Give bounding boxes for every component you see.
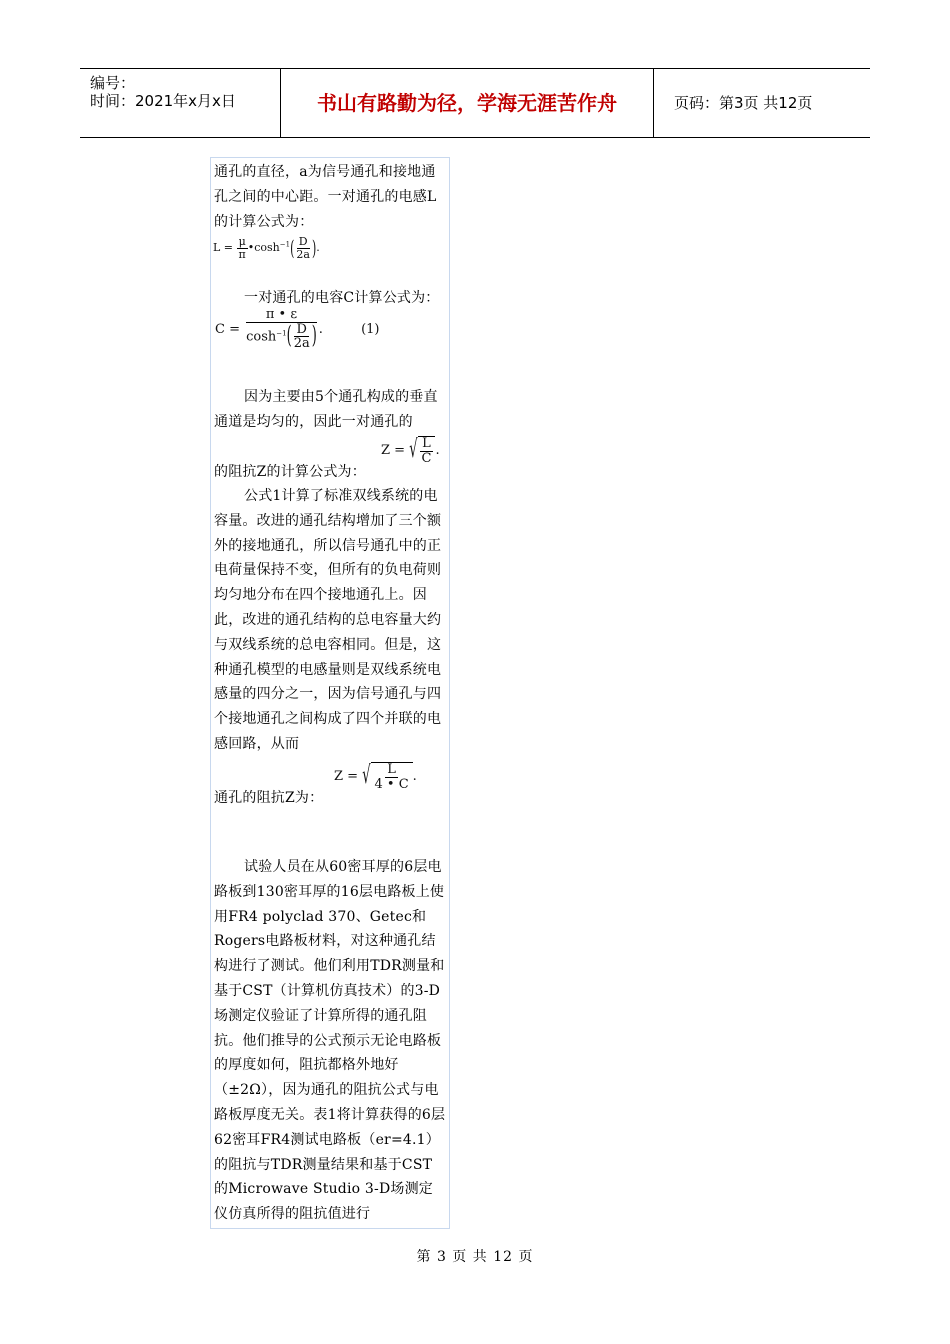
formula-Z1-frac: [420, 437, 434, 465]
sqrt-sign: √: [409, 436, 418, 465]
paragraph-2: 一对通孔的电容C计算公式为：: [244, 290, 440, 306]
header-motto: 书山有路勤为径，学海无涯苦作舟: [281, 69, 654, 137]
paragraph-4: 公式1计算了标准双线系统的电容量。改进的通孔结构增加了三个额外的接地通孔，所以信号通孔中的正电荷量保持不变，但所有的负电荷则均匀地分布在四个接地通孔上。因此，改进的通孔结构的总电容量大约与双线系统的总电容相同。但是，这种通孔模型的电感量则是双线系统电感量的四分之一，因为信号通孔与四个接地通孔之间构成了四个并联的电感回路，从而: [214, 488, 442, 752]
paren-left: (: [286, 321, 292, 351]
paragraph-5: 试验人员在从60密耳厚的6层电路板到130密耳厚的16层电路板上使用FR4 polyclad 370、Getec和Rogers电路板材料，对这种通孔结构进行了测试。他们利用TDR测量和基于CST（计算机仿真技术）的3-D场测定仪验证了计算所得的通孔阻抗。他们推导的公式预示无论电路板的厚度如何，阻抗都格外地好（±2Ω），因为通孔的阻抗公式与电路板厚度无关。表1将计算获得的6层62密耳FR4测试电路板（er=4.1）的阻抗与TDR测量结果和基于CST的Microwave Studio 3-D场测定仪仿真所得的阻抗值进行: [214, 859, 446, 1223]
formula-Z1-sqrt: [418, 436, 436, 465]
equation-number: (1): [361, 321, 380, 337]
paragraph-3: 因为主要由5个通孔构成的垂直通道是均匀的，因此一对通孔的: [214, 389, 438, 430]
formula-L-frac: [237, 236, 248, 260]
number-label: 编号：: [90, 74, 136, 92]
paren-right: ): [311, 235, 317, 261]
formula-Z2-num: L: [387, 762, 396, 777]
date-label: 时间：2021年x月x日: [90, 92, 236, 110]
formula-L-2a: 2a: [296, 247, 310, 261]
formula-L-arg: [294, 236, 312, 260]
formula-L-end: .: [316, 241, 320, 255]
formula-C-2a: 2a: [293, 336, 310, 352]
formula-Z2-end: .: [412, 769, 417, 785]
formula-Z1-end: .: [435, 443, 440, 459]
formula-L-mu: μ: [238, 235, 246, 248]
formula-impedance-1: [381, 436, 440, 465]
paragraph-3b: 的阻抗Z的计算公式为：: [214, 464, 366, 480]
page-header: [80, 68, 870, 138]
header-meta: [80, 69, 281, 137]
formula-Z2-den: 4 • C: [374, 776, 409, 792]
sqrt-sign: √: [362, 762, 371, 791]
formula-L-pi: π: [238, 247, 246, 261]
formula-L-cosh: •cosh: [247, 241, 280, 255]
formula-Z1-den: C: [421, 450, 432, 466]
formula-C-lhs: C =: [215, 321, 240, 337]
paren-left: (: [290, 235, 295, 261]
formula-L-inv: −1: [279, 240, 291, 249]
formula-C-inv: −1: [276, 328, 287, 337]
formula-capacitance: [215, 308, 380, 351]
formula-C-cosh: cosh: [246, 329, 277, 345]
paren-right: ): [311, 321, 317, 351]
article-column: [210, 157, 450, 1229]
formula-L-lhs: L =: [213, 241, 234, 255]
paragraph-1: 通孔的直径，a为信号通孔和接地通孔之间的中心距。一对通孔的电感L的计算公式为：: [214, 164, 437, 230]
formula-Z1-lhs: Z =: [381, 443, 406, 459]
formula-C-end: .: [318, 321, 323, 337]
formula-C-frac: [244, 308, 319, 351]
formula-C-arg: [292, 323, 312, 351]
header-page-info: [664, 69, 870, 137]
formula-Z2-lhs: Z =: [334, 769, 359, 785]
page-footer: 第 3 页 共 12 页: [416, 1249, 534, 1265]
page-info-text: 页码：第3页 共12页: [674, 94, 813, 112]
formula-inductance: [213, 236, 320, 260]
formula-L-D: D: [298, 235, 308, 248]
formula-C-den: [244, 323, 319, 351]
formula-Z1-num: L: [422, 436, 431, 451]
formula-C-D: D: [296, 321, 307, 337]
formula-C-num: π • ε: [246, 308, 317, 323]
paragraph-4b: 通孔的阻抗Z为：: [214, 790, 324, 806]
